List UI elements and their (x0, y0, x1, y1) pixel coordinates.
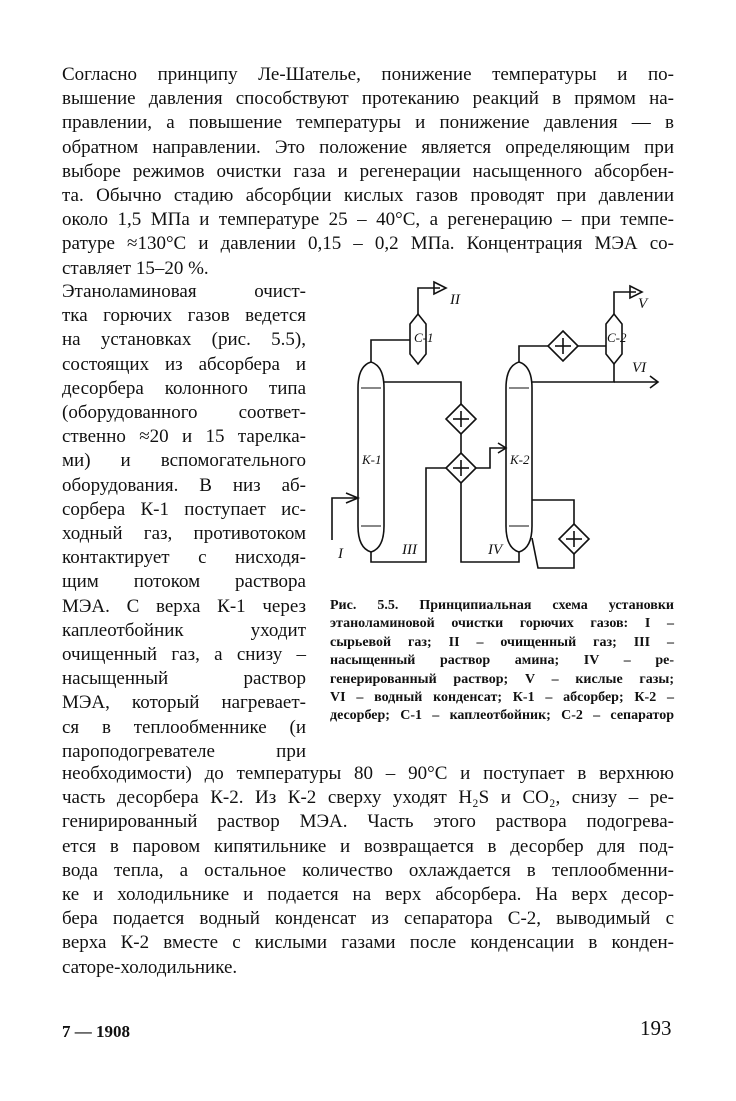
heat-exchanger-diamond (446, 453, 476, 483)
label-stream-4: IV (488, 542, 503, 558)
text-line: (оборудованного соответ- (62, 402, 306, 424)
stream-k2-overhead (519, 346, 548, 362)
stream-water-condensate (532, 364, 614, 382)
text-line: очищенный газ, а снизу – (62, 644, 306, 666)
text-line: генирированный раствор МЭА. Часть этого раствора подогрева- (62, 811, 674, 833)
text-line: около 1,5 МПа и температуре 25 – 40°С, а регенерацию – при темпе- (62, 209, 674, 231)
caption-line: этаноламиновой очистки горючих газов: I – (330, 616, 674, 632)
text-line: часть десорбера К-2. Из К-2 сверху уходят H₂S и CO₂, снизу – ре- (62, 787, 674, 809)
text-line: тка горючих газов ведется (62, 305, 306, 327)
label-stream-5: V (638, 296, 648, 312)
text-line: ке и холодильнике и подается на верх абсорбера. На верх десор- (62, 884, 674, 906)
label-stream-2: II (450, 292, 460, 308)
text-line: пароподогревателе при (62, 740, 306, 762)
text-line: ми) и вспомогательного (62, 450, 306, 472)
reboiler-diamond (559, 524, 589, 554)
text-line: насыщенный раствор (62, 668, 306, 690)
caption-line: Рис. 5.5. Принципиальная схема установки (330, 598, 674, 613)
text-line: каплеотбойник уходит (62, 619, 306, 641)
text-line: правлении, а повышение температуры и понижение давления — в (62, 112, 674, 134)
text-line: выборе режимов очистки газа и регенерации насыщенного абсорбен- (62, 160, 674, 182)
paragraph-process-description (62, 762, 674, 980)
stream-lean-to-k1 (384, 382, 461, 404)
text-line: Этаноламиновая очист- (62, 281, 306, 302)
label-c1: С-1 (414, 330, 434, 345)
text-line: на установках (рис. 5.5), (62, 329, 306, 351)
text-line: контактирует с нисходя- (62, 547, 306, 569)
text-line: ется в паровом кипятильнике и возвращается в десорбер для под- (62, 835, 674, 857)
caption-line: десорбер; С-1 – каплеотбойник; С-2 – сепаратор (330, 708, 674, 724)
caption-line: VI – водный конденсат; К-1 – абсорбер; К-2 – (330, 690, 674, 706)
text-line: та. Обычно стадию абсорбции кислых газов проводят при давлении (62, 185, 674, 207)
paragraph-le-chatelier (62, 63, 674, 281)
text-line: МЭА, который нагревает- (62, 692, 306, 714)
text-line: состоящих из абсорбера и (62, 353, 306, 375)
text-line: оборудования. В низ аб- (62, 474, 306, 496)
text-line: десорбера колонного типа (62, 377, 306, 399)
text-line: Согласно принципу Ле-Шателье, понижение температуры и по- (62, 64, 674, 85)
label-stream-3: III (402, 542, 417, 558)
text-line: бера подается водный конденсат из сепаратора С-2, выводимый с (62, 908, 674, 930)
label-stream-6: VI (632, 360, 647, 376)
caption-line: сырьевой газ; II – очищенный газ; III – (330, 634, 674, 650)
caption-line: насыщенный раствор амина; IV – ре- (330, 653, 674, 669)
stream-k1-overhead (371, 340, 410, 362)
text-line: щим потоком раствора (62, 571, 306, 593)
text-line: ратуре ≈130°С и давлении 0,15 – 0,2 МПа. Концентрация МЭА со- (62, 233, 674, 255)
figure-caption (330, 597, 674, 726)
label-stream-1: I (338, 546, 343, 562)
text-line: ся в теплообменнике (и (62, 716, 306, 738)
paragraph-installation (62, 280, 306, 764)
text-line: вода тепла, а остальное количество охлаждается в теплообменни- (62, 859, 674, 881)
cooler-diamond (446, 404, 476, 434)
text-line: обратном направлении. Это положение является определяющим при (62, 136, 674, 158)
text-line: саторе-холодильнике. (62, 956, 238, 978)
text-line: необходимости) до температуры 80 – 90°С и поступает в верхнюю (62, 763, 674, 784)
stream-acid-gases (614, 292, 636, 314)
text-line: ставляет 15–20 %. (62, 257, 209, 279)
page-number: 193 (640, 1016, 672, 1040)
stream-feed-gas (332, 498, 358, 540)
condenser-diamond (548, 331, 578, 361)
stream-reboiler-loop (532, 500, 574, 524)
text-line: верха К-2 вместе с кислыми газами после конденсации в конден- (62, 932, 674, 954)
label-k2: К-2 (510, 452, 530, 467)
signature-mark: 7 — 1908 (62, 1022, 130, 1041)
label-k1: К-1 (362, 452, 382, 467)
text-line: ственно ≈20 и 15 тарелка- (62, 426, 306, 448)
text-line: МЭА. С верха К-1 через (62, 595, 306, 617)
process-flow-diagram (318, 278, 680, 588)
label-c2: С-2 (607, 330, 627, 345)
text-line: вышение давления способствуют протеканию реакций в прямом на- (62, 88, 674, 110)
caption-line: генерированный раствор; V – кислые газы; (330, 671, 674, 687)
text-line: ходный газ, противотоком (62, 523, 306, 545)
text-line: сорбера К-1 поступает ис- (62, 498, 306, 520)
